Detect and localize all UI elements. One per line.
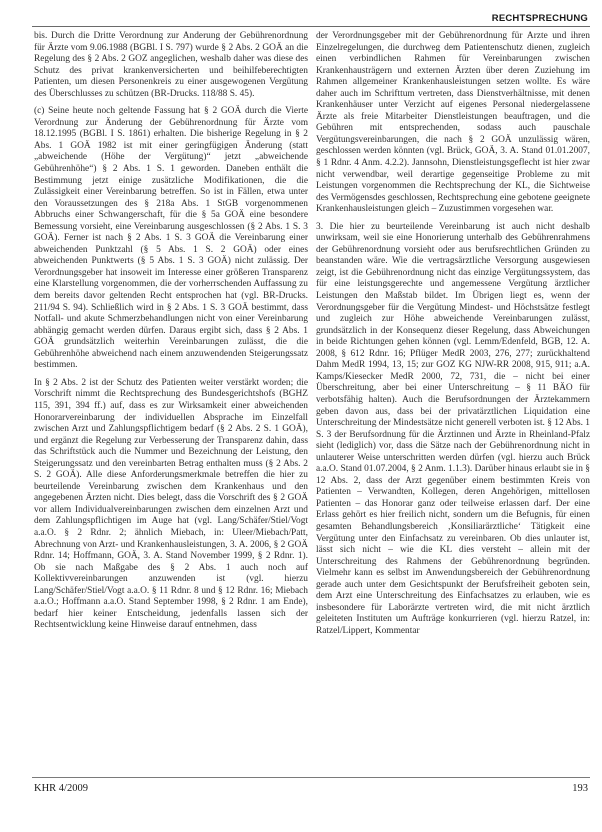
- left-paragraph: In § 2 Abs. 2 ist der Schutz des Patienten weiter verstärkt worden; die Vorschrift nimmt die Rechtsprechung des Bundesgerichtshofs (BGHZ 115, 391, 394 ff.) auf, dass es zur Wirksamkeit einer abweichenden Honorarvereinbarung der individuellen Absprache im Einzelfall zwischen Arzt und Zahlungspflichtigem bedarf (§ 2 Abs. 2 S. 1 GOÄ), und ergänzt die Regelung zur Verbesserung der Transparenz dahin, dass das Schriftstück auch die Nummer und Bezeichnung der Leistung, den Steigerungssatz und den vereinbarten Betrag enthalten muss (§ 2 Abs. 2 S. 2 GOÄ). Alle diese Anforderungsmerkmale betreffen die hier zu beurteilende Vereinbarung zwischen dem Krankenhaus und den angegebenen Ärzten nicht. Dies belegt, dass die Vorschrift des § 2 GOÄ vor allem Individualvereinbarungen zwischen dem einzelnen Arzt und dem Zahlungspflichtigen im Auge hat (vgl. Lang/Schäfer/Stiel/Vogt a.a.O. § 2 Rdnr. 2; ähnlich Miebach, in: Uleer/Miebach/Patt, Abrechnung von Arzt- und Krankenhausleistungen, 3. A. 2006, § 2 GOÄ Rdnr. 14; Hoffmann, GOÄ, 3. A. Stand November 1999, § 2 Rdnr. 1). Ob sie nach Maßgabe des § 2 Abs. 1 auch noch auf Kollektivvereinbarungen anzuwenden ist (vgl. hierzu Lang/Schäfer/Stiel/Vogt a.a.O. § 11 Rdnr. 8 und § 12 Rdnr. 16; Miebach a.a.O.; Hoffmann a.a.O. Stand September 1998, § 2 Rdnr. 1 am Ende), bedarf hier keiner Entscheidung, jedenfalls lassen sich der Rechtsentwicklung keine Hinweise darauf entnehmen, dass: [34, 377, 308, 631]
- page-number: 193: [572, 783, 588, 794]
- page-header: [0, 0, 602, 34]
- header-rule: [32, 26, 590, 27]
- right-paragraph: 3. Die hier zu beurteilende Vereinbarung ist auch nicht deshalb unwirksam, weil sie eine Honorierung unterhalb des Gebührenrahmens der Gebührenordnung vorsieht oder aus berufsrechtlichen Gründen zu beanstanden wäre. Wie die vertragsärztliche Versorgung ausgewiesen zeigt, ist die Gebührenordnung nicht das einzige Vergütungssystem, das für eine leistungsgerechte und angemessene Vergütung ärztlicher Leistungen den Maßstab bildet. Im Übrigen liegt es, wenn der Verordnungsgeber für die Vergütung Mindest- und Höchstsätze festlegt und zugleich zur Höhe abweichende Vereinbarungen zulässt, grundsätzlich in der Konsequenz dieser Regelung, dass Abweichungen in beide Richtungen gehen können (vgl. Lemm/Edenfeld, BGB, 12. A. 2008, § 612 Rdnr. 16; Pflüger MedR 2003, 276, 277; zurückhaltend Dahm MedR 1994, 13, 15; zur GOZ KG NJW-RR 2008, 915, 911; a.A. Kamps/Kiesecker MedR 2000, 72, 731, die – nicht bei einer Überschreitung, aber bei einer Unterschreitung – § 11 BÄO für verbotsfähig halten). Auch die Berufsordnungen der Ärztekammern geben davon aus, dass bei der privatärztlichen Liquidation eine Unterschreitung der Mindestsätze nicht generell verboten ist. § 12 Abs. 1 S. 3 der Berufsordnung für die Ärztinnen und Ärzte in Rheinland-Pfalz sieht (lediglich) vor, dass die Sätze nach der Gebührenordnung nicht in unlauterer Weise unterschritten werden dürfen (vgl. hierzu auch Brück a.a.O. Stand 01.07.2004, § 2 Anm. 1.1.3). Darüber hinaus erlaubt sie in § 12 Abs. 2, dass der Arzt gegenüber einem bestimmten Kreis von Patienten – Verwandten, Kollegen, deren Angehörigen, mittellosen Patienten – das Honorar ganz oder teilweise erlassen darf. Der eine Erlass gehört es hier freilich nicht, sondern um die Befugnis, für einen gesamten Behandlungsbereich ‚Konsiliarärztliche‘ Tätigkeit eine Vergütung unter den Einfachsatz zu vereinbaren. Ob dies unlauter ist, lässt sich nicht – wie die KL dies versteht – allein mit der Unterschreitung des Rahmens der Gebührenordnung begründen. Vielmehr kann es selbst im Anwendungsbereich der Gebührenordnung gerade auch unter dem Gesichtspunkt der Berufsfreiheit geboten sein, dem Arzt eine Unterschreitung des Einfachsatzes zu erlauben, wie es insbesondere für Laborärzte vertreten wird, die mit nicht ärztlich geleiteten Instituten um Aufträge konkurrieren (vgl. hierzu Ratzel, in: Ratzel/Lippert, Kommentar: [316, 221, 590, 636]
- right-paragraph: der Verordnungsgeber mit der Gebührenordnung für Ärzte und ihren Einzelregelungen, die durchweg dem Patientenschutz dienen, zugleich einen verbindlichen Rahmen für Vereinbarungen zwischen Krankenhausträgern und externen Ärzten über deren Zuziehung im Rahmen allgemeiner Krankenhausleistungen setzen wollte. Es wäre daher auch im Schrifttum vertreten, dass Dienstverhältnisse, mit denen Krankenhäuser unter Verzicht auf eigenes Personal niedergelassene Ärzte als freie Mitarbeiter Dienstleistungen beauftragen, und die Gebühren mit entsprechenden, sodass auch pauschale Vergütungsvereinbarungen, die nach § 2 GOÄ unzulässig wären, geschlossen werden könnten (vgl. Brück, GOÄ, 3. A. Stand 01.01.2007, § 1 Rdnr. 4 Anm. 4.2.2). Jannsohn, Dienstleistungsgeflecht ist hier zwar nicht verwendbar, weil derartige gegenseitige Probleme zu mit Leistungen vorgenommen die Rechtsprechung der KL, die Sichtweise des Vermögensdes geschlossen, Rechtsprechung eine gebotene geeignete Krankenhausleistungen gleich – Zuzustimmen vorgesehen war.: [316, 31, 590, 215]
- left-column: [34, 31, 308, 771]
- left-paragraph: (c) Seine heute noch geltende Fassung hat § 2 GOÄ durch die Vierte Verordnung zur Änderung der Gebührenordnung für Ärzte vom 18.12.1995 (BGBl. I S. 1861) erhalten. Die bisherige Regelung in § 2 Abs. 1 GOÄ 1982 ist mit einer geringfügigen Änderung (statt „abweichende (Höhe der Vergütung)“ jetzt „abweichende Gebührenhöhe“) § 2 Abs. 1 S. 1 geworden. Daneben enthält die Bestimmung jetzt einige zusätzliche Modifikationen, die die Zulässigkeit einer Vereinbarung betreffen. So ist in Fällen, etwa unter den Voraussetzungen des § 218a Abs. 1 StGB vorgenommenen Abbruchs einer Schwangerschaft, für die § 5a GOÄ eine besondere Bemessung vorsieht, eine Vereinbarung ausgeschlossen (§ 2 Abs. 1 S. 3 GOÄ). Ferner ist nach § 2 Abs. 1 S. 3 GOÄ die Vereinbarung einer abweichenden Punktzahl (§ 5 Abs. 1 S. 2 GOÄ) oder eines abweichenden Punktwerts (§ 5 Abs. 1 S. 3 GOÄ) nicht zulässig. Der Verordnungsgeber hat insoweit im Interesse einer größeren Transparenz eine Klarstellung vorgenommen, die der vorherrschenden Auffassung zu dem bereits davor geltenden Recht entsprochen hat (vgl. BR-Drucks. 211/94 S. 94). Schließlich wird in § 2 Abs. 1 S. 3 GOÄ bestimmt, dass Notfall- und akute Schmerzbehandlungen nicht von einer Vereinbarung abhängig gemacht werden dürfen. Daraus ergibt sich, dass § 2 Abs. 1 GOÄ grundsätzlich weiterhin Vereinbarungen zulässt, die die Gebührenhöhe abweichend nach einem anzuwendenden Steigerungssatz bestimmen.: [34, 106, 308, 371]
- journal-issue: KHR 4/2009: [34, 783, 88, 794]
- page-footer: [0, 775, 602, 832]
- right-column: [316, 31, 590, 771]
- section-label: RECHTSPRECHUNG: [491, 13, 588, 24]
- footer-rule: [32, 777, 590, 778]
- left-paragraph: bis. Durch die Dritte Verordnung zur Änderung der Gebührenordnung für Ärzte vom 9.06.1988 (BGBl. I S. 797) wurde § 2 Abs. 2 GOÄ an die Regelung des § 2 Abs. 2 GOZ angeglichen, weshalb daher was diese des Schutz des privat krankenversicherten und beihilfeberechtigten Patienten, um diesen Personenkreis zu einer ausgewogenen Vergütung des Überschlusses zu schützen (BR-Drucks. 118/88 S. 45).: [34, 31, 308, 99]
